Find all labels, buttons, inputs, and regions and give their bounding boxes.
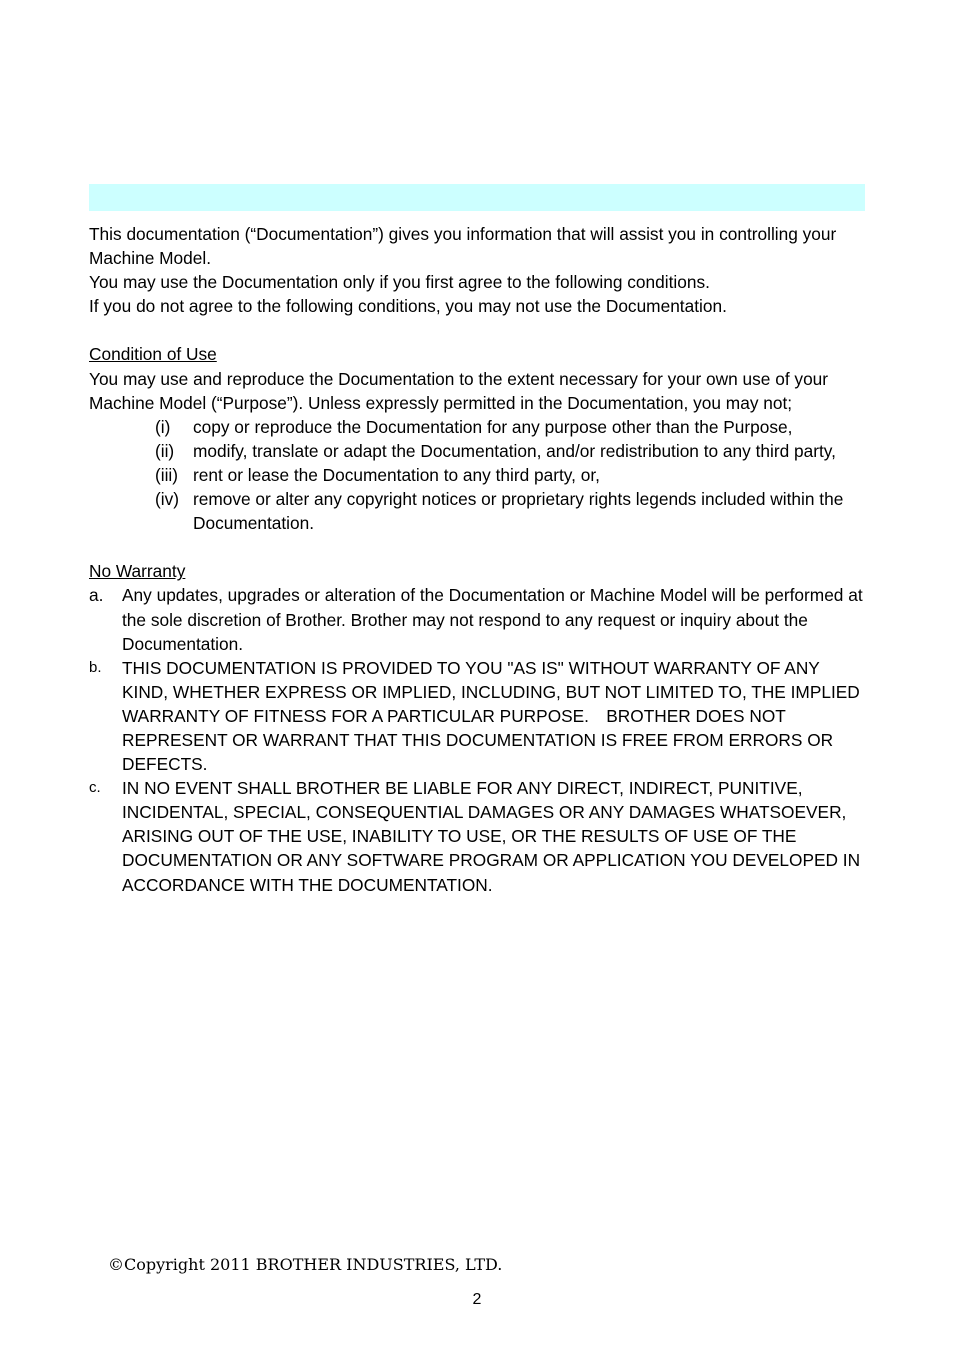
list-item-text: remove or alter any copyright notices or proprietary rights legends included within the Documentation. xyxy=(193,489,844,534)
condition-of-use-body: You may use and reproduce the Documentation to the extent necessary for your own use of your Machine Model (“Purpose”). Unless expressly permitted in the Documentation, you may not; xyxy=(89,368,829,413)
list-item-number: (iv) xyxy=(155,489,179,510)
list-item-text: THIS DOCUMENTATION IS PROVIDED TO YOU "AS IS" WITHOUT WARRANTY OF ANY KIND, WHETHER EXPRESS OR IMPLIED, INCLUDING, BUT NOT LIMITED TO, THE IMPLIED WARRANTY OF FITNESS FOR A PARTICULAR PURPOSE. BROTHER DOES NOT REPRESENT OR WARRANT THAT THIS DOCUMENTATION IS FREE FROM ERRORS OR DEFECTS. xyxy=(122,657,860,775)
list-item-letter: c. xyxy=(89,779,101,797)
intro-paragraph-3: If you do not agree to the following conditions, you may not use the Documentation. xyxy=(89,296,727,317)
list-item xyxy=(89,776,865,896)
list-item-number: (i) xyxy=(155,416,171,437)
list-item-number: (ii) xyxy=(155,440,175,461)
list-item-text: Any updates, upgrades or alteration of the Documentation or Machine Model will be performed at the sole discretion of Brother. Brother may not respond to any request or inquiry about the Documentation. xyxy=(122,585,863,654)
list-item-text: IN NO EVENT SHALL BROTHER BE LIABLE FOR ANY DIRECT, INDIRECT, PUNITIVE, INCIDENTAL, SPECIAL, CONSEQUENTIAL DAMAGES OR ANY DAMAGES WHATSOEVER, ARISING OUT OF THE USE, INABILITY TO USE, OR THE RESULTS OF USE OF THE DOCUMENTATION OR ANY SOFTWARE PROGRAM OR APPLICATION YOU DEVELOPED IN ACCORDANCE WITH THE DOCUMENTATION. xyxy=(122,778,861,895)
list-item-letter: a. xyxy=(89,585,104,606)
intro-paragraph-2: You may use the Documentation only if you first agree to the following conditions. xyxy=(89,272,710,293)
no-warranty-heading: No Warranty xyxy=(89,561,186,582)
copyright-notice: ©Copyright 2011 BROTHER INDUSTRIES, LTD. xyxy=(108,1255,503,1274)
intro-paragraph-1: This documentation (“Documentation”) gives you information that will assist you in controlling your Machine Model. xyxy=(89,224,837,269)
section-header-bar xyxy=(89,184,865,211)
list-item xyxy=(89,656,865,776)
list-item xyxy=(89,463,865,487)
list-item xyxy=(89,439,865,463)
no-warranty-list xyxy=(89,583,865,896)
document-body xyxy=(89,222,865,897)
page-number: 2 xyxy=(472,1291,482,1308)
condition-of-use-heading: Condition of Use xyxy=(89,344,217,365)
list-item-text: modify, translate or adapt the Documentation, and/or redistribution to any third party, xyxy=(193,440,836,461)
list-item-text: copy or reproduce the Documentation for any purpose other than the Purpose, xyxy=(193,416,793,437)
spacer xyxy=(89,318,865,342)
list-item xyxy=(89,583,865,655)
list-item-number: (iii) xyxy=(155,464,179,485)
spacer xyxy=(89,535,865,559)
list-item-letter: b. xyxy=(89,658,102,676)
list-item xyxy=(89,415,865,439)
list-item xyxy=(89,487,865,535)
list-item-text: rent or lease the Documentation to any third party, or, xyxy=(193,464,600,485)
condition-of-use-list xyxy=(89,415,865,535)
